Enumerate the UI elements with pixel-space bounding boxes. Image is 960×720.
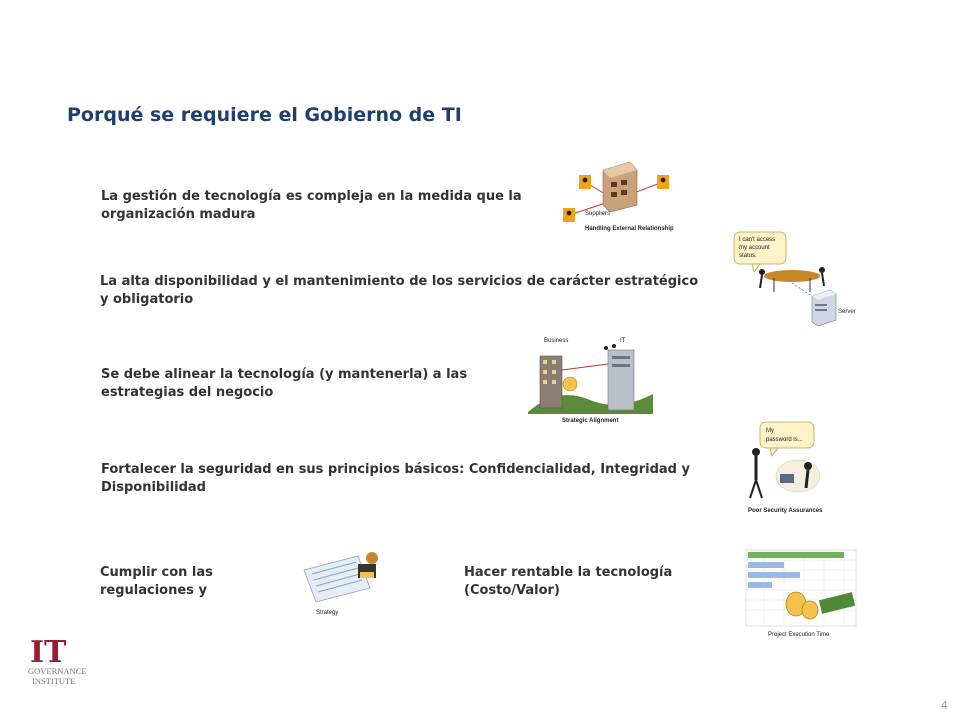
security-caption: Poor Security Assurances [748,508,823,514]
security-assurance-illustration [740,418,840,518]
project-execution-caption: Project Execution Time [768,632,830,638]
svg-text:my account: my account [739,245,770,251]
svg-text:Business: Business [544,338,569,344]
strategic-alignment-caption: Strategic Alignment [562,418,619,424]
logo-line1: GOVERNANCE [28,666,87,676]
point-security: Fortalecer la seguridad en sus principios básicos: Confidencialidad, Integridad y Disponibilidad [101,462,690,495]
it-governance-institute-logo [26,632,90,688]
server-support-illustration [730,228,860,328]
point-availability: La alta disponibilidad y el mantenimiento de los servicios de carácter estratégico y obligatorio [100,274,699,307]
svg-text:IT: IT [620,338,626,344]
point-regulations: Cumplir con las regulaciones y [100,565,213,598]
point-alignment: Se debe alinear la tecnología (y mantenerla) a las estrategias del negocio [101,367,468,400]
slide-title: Porqué se requiere el Gobierno de TI [67,104,462,126]
page-number: 4 [941,699,948,712]
strategy-caption: Strategy [316,610,339,616]
svg-text:My: My [766,428,774,434]
strategy-document-illustration [298,548,388,618]
point-profitability: Hacer rentable la tecnología (Costo/Valor) [464,565,673,598]
server-label: Server [838,309,856,315]
svg-text:status.: status. [739,253,757,259]
point-complexity: La gestión de tecnología es compleja en la medida que la organización madura [101,189,522,222]
logo-mark: IT [30,635,67,670]
logo-line2: INSTITUTE [32,676,76,686]
svg-text:I can't access: I can't access [739,237,776,243]
suppliers-label: Suppliers [585,211,611,217]
project-execution-illustration [744,548,859,640]
strategic-alignment-illustration [528,334,653,426]
external-relationship-caption: Handling External Relationship [585,226,674,232]
svg-text:password is...: password is... [766,437,803,443]
external-relationship-illustration [555,160,685,235]
